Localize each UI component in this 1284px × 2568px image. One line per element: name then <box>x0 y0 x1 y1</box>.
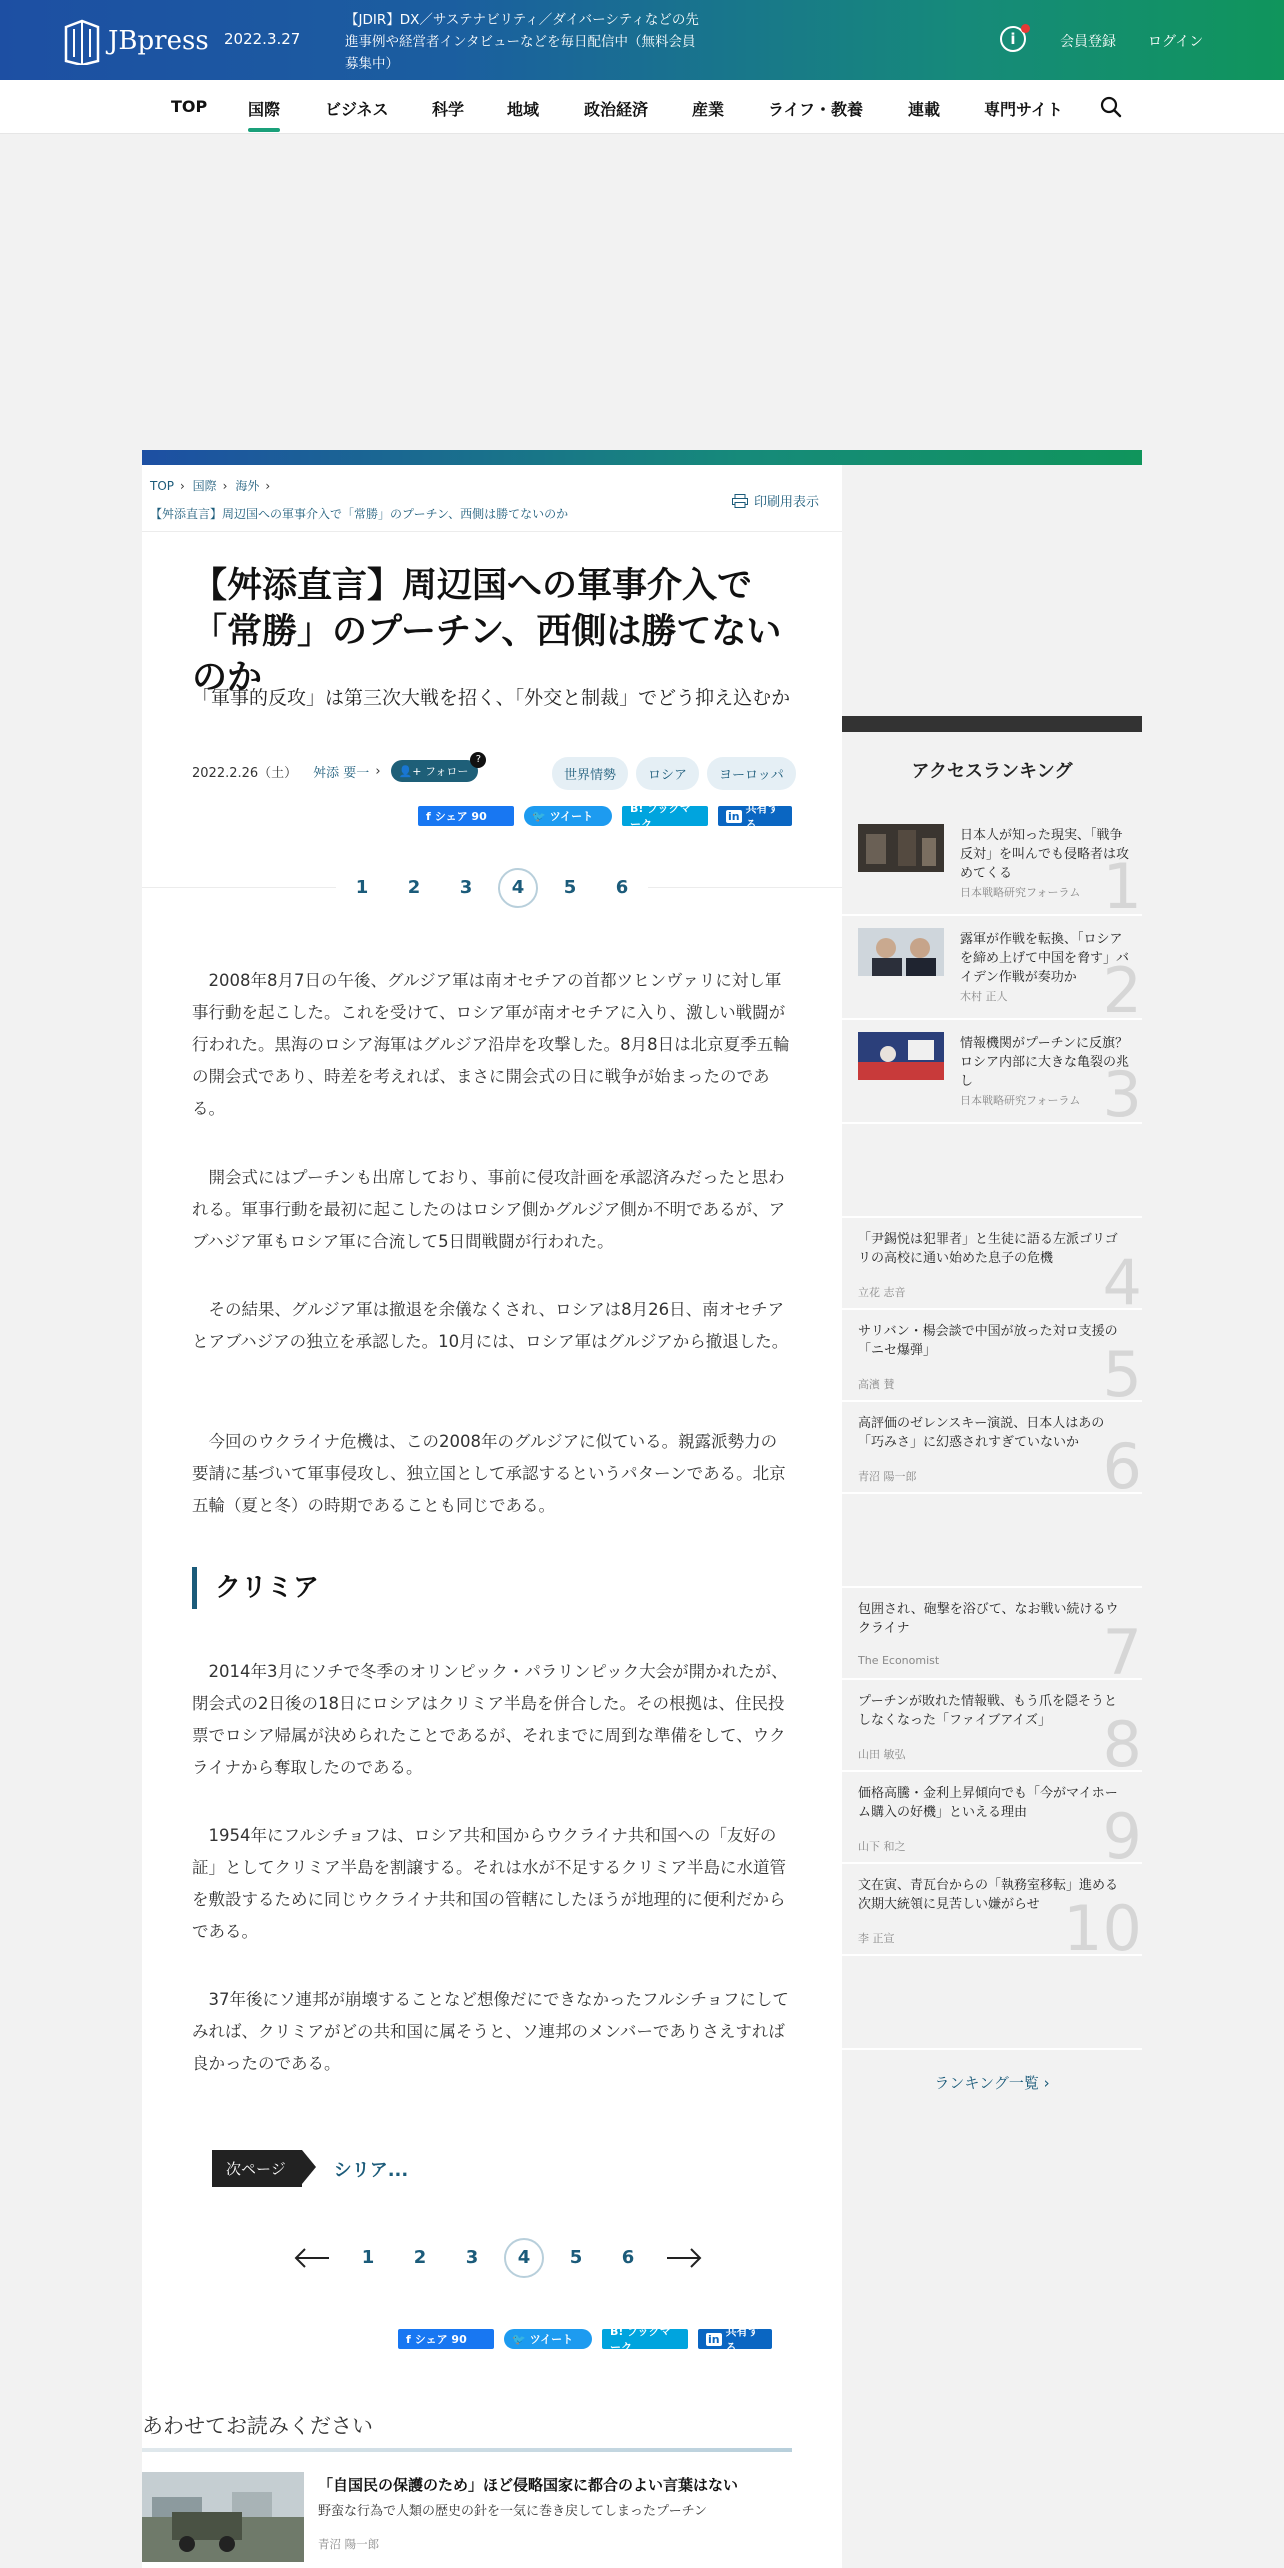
page-link[interactable]: 3 <box>465 2247 479 2268</box>
nav-item-special-sites[interactable]: 専門サイト <box>984 100 1063 119</box>
breadcrumb-separator: › <box>222 479 228 493</box>
ranking-item[interactable]: 「尹錫悦は犯罪者」と生徒に語る左派ゴリゴリの高校に通い始めた息子の危機 立花 志音 4 <box>842 1218 1142 1310</box>
tweet-button[interactable]: 🐦 ツイート <box>524 806 612 826</box>
nav-item-politics-economy[interactable]: 政治経済 <box>584 100 649 119</box>
breadcrumb-international[interactable]: 国際 <box>192 479 217 493</box>
next-page-label: 次ページ <box>212 2150 302 2187</box>
author-link[interactable]: 舛添 要一 <box>313 765 370 781</box>
article-paragraph: 37年後にソ連邦が崩壊することなど想像だにできなかったフルシチョフにしてみれば、クリミアがどの共和国に属そうと、ソ連邦のメンバーでありさえすれば良かったのである。 <box>192 1990 789 2073</box>
main-nav <box>0 80 1284 134</box>
tag-world-affairs[interactable]: 世界情勢 <box>552 757 628 790</box>
twitter-bird-icon: 🐦 <box>512 2332 526 2346</box>
tag-list <box>552 757 796 790</box>
divider <box>142 531 842 532</box>
article-date: 2022.2.26（土） <box>192 765 298 781</box>
article-paragraph: 1954年にフルシチョフは、ロシア共和国からウクライナ共和国への「友好の証」としてクリミア半島を割譲する。それは水が不足するクリミア半島に水道管を敷設するために同じウクライナ共和国の管轄にしたほうが地理的に便利だからである。 <box>192 1826 786 1941</box>
nav-item-science[interactable]: 科学 <box>432 100 465 119</box>
rank-number: 9 <box>1102 1800 1142 1864</box>
rank-number: 1 <box>1102 850 1142 916</box>
facebook-icon: f <box>406 2332 411 2346</box>
article-meta <box>192 754 482 782</box>
breadcrumb-separator: › <box>180 479 185 493</box>
rank-number: 8 <box>1102 1708 1142 1772</box>
breadcrumb-current: 【舛添直言】周辺国への軍事介入で「常勝」のプーチン、西側は勝てないのか <box>150 507 569 521</box>
sidebar-top-bar <box>842 716 1142 732</box>
rank-number: 7 <box>1102 1616 1142 1680</box>
tag-europe[interactable]: ヨーロッパ <box>707 757 796 790</box>
pagination-top <box>336 868 648 908</box>
nav-item-region[interactable]: 地域 <box>507 100 540 119</box>
print-button[interactable] <box>732 491 819 510</box>
related-title[interactable]: 「自国民の保護のため」ほど侵略国家に都合のよい言葉はない <box>318 2476 739 2494</box>
ranking-heading: アクセスランキング <box>842 732 1142 812</box>
rank-number: 2 <box>1102 954 1142 1020</box>
related-heading: あわせてお読みください <box>142 2414 373 2438</box>
follow-button[interactable] <box>391 754 482 782</box>
article-paragraph: 開会式にはプーチンも出席しており、事前に侵攻計画を承認済みだったと思われる。軍事行動を最初に起こしたのはロシア側かグルジア側か不明であるが、アブハジア軍もロシア軍に合流して5日間戦闘が行われた。 <box>192 1168 786 1251</box>
help-icon[interactable]: ? <box>470 752 486 768</box>
arrow-left-icon <box>294 2248 330 2268</box>
register-link[interactable]: 会員登録 <box>1060 34 1116 50</box>
share-bar-top <box>418 802 792 831</box>
page-link[interactable]: 2 <box>413 2247 427 2268</box>
page-link[interactable]: 5 <box>569 2247 583 2268</box>
related-author: 青沼 陽一郎 <box>318 2537 380 2551</box>
tag-russia[interactable]: ロシア <box>636 757 699 790</box>
linkedin-icon: in <box>728 809 740 823</box>
ranking-item[interactable]: 価格高騰・金利上昇傾向でも「今がマイホーム購入の好機」といえる理由 山下 和之 9 <box>842 1772 1142 1864</box>
page-link-current[interactable]: 4 <box>498 868 538 908</box>
facebook-share-button[interactable]: f シェア 90 <box>398 2329 494 2349</box>
page-link[interactable]: 6 <box>615 877 629 898</box>
nav-item-life[interactable]: ライフ・教養 <box>768 100 864 119</box>
chevron-right-icon: › <box>1043 2074 1050 2092</box>
follow-label: フォロー <box>424 765 469 778</box>
pagination-bottom <box>282 2238 714 2278</box>
next-page-button[interactable] <box>664 2238 704 2278</box>
article-column <box>142 465 842 2568</box>
ranking-item[interactable]: 露軍が作戦を転換、「ロシアを締め上げて中国を脅す」バイデン作戦が奏功か 木村 正人 2 <box>842 916 1142 1020</box>
linkedin-icon: in <box>708 2332 720 2346</box>
next-page-link[interactable] <box>212 2150 408 2187</box>
breadcrumb-top[interactable]: TOP <box>150 479 175 493</box>
rank-number: 4 <box>1102 1246 1142 1310</box>
article-title: 【舛添直言】周辺国への軍事介入で「常勝」のプーチン、西側は勝てないのか <box>192 566 782 698</box>
ranking-item[interactable]: プーチンが敗れた情報戦、もう爪を隠そうとしなくなった「ファイブアイズ」 山田 敏弘 8 <box>842 1680 1142 1772</box>
print-label: 印刷用表示 <box>754 495 820 510</box>
nav-item-business[interactable]: ビジネス <box>325 100 389 119</box>
sidebar-spacer <box>842 1124 1142 1218</box>
page-link[interactable]: 2 <box>407 877 421 898</box>
rank-number: 5 <box>1102 1338 1142 1402</box>
ranking-sidebar <box>842 716 1142 2092</box>
page-link[interactable]: 1 <box>355 877 369 898</box>
header-date: 2022.3.27 <box>224 30 301 48</box>
page-link[interactable]: 3 <box>459 877 473 898</box>
rank-number: 3 <box>1102 1058 1142 1124</box>
add-user-icon: 👤+ <box>398 765 422 778</box>
article-paragraph: その結果、グルジア軍は撤退を余儀なくされ、ロシアは8月26日、南オセチアとアブハジアの独立を承認した。10月には、ロシア軍はグルジアから撤退した。 <box>192 1300 789 1351</box>
article-paragraph: 2014年3月にソチで冬季のオリンピック・パラリンピック大会が開かれたが、閉会式の2日後の18日にロシアはクリミア半島を併合した。その根拠は、住民投票でロシア帰属が決められたことであるが、それまでに周到な準備をして、ウクライナから奪取したのである。 <box>192 1662 788 1777</box>
facebook-icon: f <box>426 809 431 823</box>
ranking-thumbnail <box>858 928 944 976</box>
chevron-right-icon: › <box>375 763 381 779</box>
linkedin-share-button[interactable]: in 共有する <box>698 2329 772 2349</box>
page-link[interactable]: 5 <box>563 877 577 898</box>
logo-book-icon <box>62 17 102 65</box>
related-subtitle: 野蛮な行為で人類の歴史の針を一気に巻き戻してしまったプーチン <box>318 2504 707 2519</box>
ranking-item[interactable]: 情報機関がプーチンに反旗？ロシア内部に大きな亀裂の兆し 日本戦略研究フォーラム 3 <box>842 1020 1142 1124</box>
ranking-item[interactable]: 日本人が知った現実、「戦争反対」を叫んでも侵略者は攻めてくる 日本戦略研究フォーラム 1 <box>842 812 1142 916</box>
site-logo[interactable] <box>62 16 209 66</box>
article-paragraph: 2008年8月7日の午後、グルジア軍は南オセチアの首都ツヒンヴァリに対し軍事行動を起こした。これを受けて、ロシア軍が南オセチアに入り、激しい戦闘が行われた。黒海のロシア海軍はグルジア沿岸を攻撃した。8月8日は北京夏季五輪の開会式であり、時差を考えれば、まさに開会式の日に戦争が始まったのである。 <box>192 971 790 1118</box>
arrow-right-icon <box>666 2248 702 2268</box>
breadcrumb-overseas[interactable]: 海外 <box>235 479 260 493</box>
ranking-thumbnail <box>858 1032 944 1080</box>
nav-item-industry[interactable]: 産業 <box>692 100 725 119</box>
ranking-item[interactable]: 包囲され、砲撃を浴びて、なお戦い続けるウクライナ The Economist 7 <box>842 1588 1142 1680</box>
site-header <box>0 0 1284 80</box>
nav-item-top[interactable]: TOP <box>171 97 208 116</box>
hatena-bookmark-button[interactable]: B! ブックマーク <box>622 806 708 826</box>
logo-text: JBpress <box>108 26 209 56</box>
share-bar-bottom <box>398 2325 772 2354</box>
ranking-item[interactable]: 文在寅、青瓦台からの「執務室移転」進める次期大統領に見苦しい嫌がらせ 李 正宣 10 <box>842 1864 1142 1956</box>
login-link[interactable]: ログイン <box>1148 34 1204 50</box>
nav-item-international[interactable]: 国際 <box>248 97 280 120</box>
header-promo-link[interactable]: 【JDIR】DX／サステナビリティ／ダイバーシティなどの先進事例や経営者インタビューなどを毎日配信中（無料会員募集中） <box>345 12 699 72</box>
facebook-share-button[interactable]: f シェア 90 <box>418 806 514 826</box>
ranking-more-link[interactable]: ランキング一覧 › <box>842 2050 1142 2116</box>
ranking-thumbnail <box>858 824 944 872</box>
ranking-item[interactable]: 高評価のゼレンスキー演説、日本人はあの「巧みさ」に幻惑されすぎていないか 青沼 陽一郎 6 <box>842 1402 1142 1494</box>
article-subtitle: 「軍事的反攻」は第三次大戦を招く、「外交と制裁」でどう抑え込むか <box>192 687 791 709</box>
twitter-bird-icon: 🐦 <box>532 809 546 823</box>
rank-number: 10 <box>1063 1892 1142 1956</box>
article-paragraph: 今回のウクライナ危機は、この2008年のグルジアに似ている。親露派勢力の要請に基づいて軍事侵攻し、独立国として承認するというパターンである。北京五輪（夏と冬）の時期であることも同じである。 <box>192 1432 786 1515</box>
hatena-bookmark-button[interactable]: B! ブックマーク <box>602 2329 688 2349</box>
article-top-band <box>142 450 1142 465</box>
section-heading: クリミア <box>192 1567 319 1609</box>
info-icon[interactable]: i <box>1000 26 1026 52</box>
sidebar-spacer <box>842 1494 1142 1588</box>
rank-number: 6 <box>1102 1430 1142 1494</box>
page-link[interactable]: 6 <box>621 2247 635 2268</box>
breadcrumb <box>150 477 274 494</box>
next-page-title: シリア... <box>333 2159 409 2181</box>
notification-dot <box>1021 24 1030 33</box>
breadcrumb-separator: › <box>265 479 271 493</box>
linkedin-share-button[interactable]: in 共有する <box>718 806 792 826</box>
page-link-current[interactable]: 4 <box>504 2238 544 2278</box>
sidebar-spacer <box>842 1956 1142 2050</box>
nav-item-series[interactable]: 連載 <box>908 100 941 119</box>
printer-icon <box>732 494 748 508</box>
prev-page-button[interactable] <box>292 2238 332 2278</box>
tweet-button[interactable]: 🐦 ツイート <box>504 2329 592 2349</box>
page-link[interactable]: 1 <box>361 2247 375 2268</box>
search-icon[interactable] <box>1100 96 1122 118</box>
ranking-item[interactable]: サリバン・楊会談で中国が放った対ロ支援の「ニセ爆弾」 高濱 賛 5 <box>842 1310 1142 1402</box>
